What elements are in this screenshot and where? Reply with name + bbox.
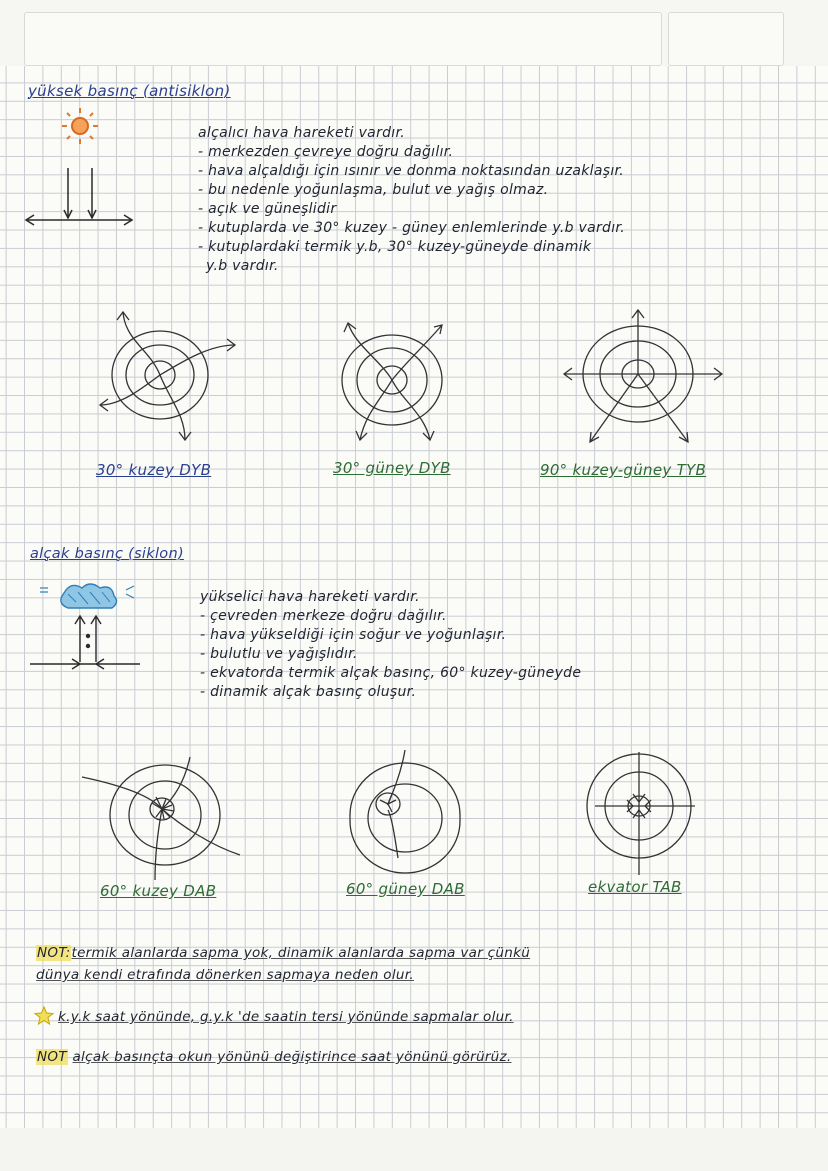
diagram-90-tyb: [560, 302, 730, 452]
note-2-line: [58, 1008, 514, 1026]
high-line-5: - açık ve güneşlidir: [198, 201, 337, 217]
sun-sketch: [20, 100, 145, 235]
high-line-2: - merkezden çevreye doğru dağılır.: [198, 144, 454, 160]
diagram-30-north-dyb: [95, 300, 255, 450]
low-line-6: - dinamik alçak basınç oluşur.: [200, 684, 417, 700]
high-line-6: - kutuplarda ve 30° kuzey - güney enlemlerinde y.b vardır.: [198, 220, 625, 236]
low-line-3: - hava yükseldiği için soğur ve yoğunlaşır.: [200, 627, 507, 643]
note-1-text: termik alanlarda sapma yok, dinamik alanlarda sapma var çünkü: [71, 945, 531, 961]
diagram-equator-tab: [575, 750, 720, 885]
note-1-label: NOT:: [37, 945, 71, 961]
note-1-text-2: dünya kendi etrafında dönerken sapmaya neden olur.: [36, 967, 414, 983]
note-1-line-1: [36, 944, 530, 962]
high-line-8: y.b vardır.: [206, 258, 279, 274]
diagram-30-south-dyb: [330, 305, 480, 450]
note-3-text: alçak basınçta okun yönünü değiştirince saat yönünü görürüz.: [72, 1049, 512, 1065]
low-pressure-title: alçak basınç (siklon): [30, 546, 184, 562]
header-box-left: [24, 12, 662, 66]
note-2-text: k.y.k saat yönünde, g.y.k 'de saatin tersi yönünde sapmalar olur.: [58, 1009, 514, 1025]
header-box-right: [668, 12, 784, 66]
low-line-4: - bulutlu ve yağışlıdır.: [200, 646, 358, 662]
high-line-7: - kutuplardaki termik y.b, 30° kuzey-güneyde dinamik: [198, 239, 592, 255]
sun-icon: [62, 108, 98, 144]
caption-30-north-dyb: 30° kuzey DYB: [96, 461, 212, 479]
high-line-1: alçalıcı hava hareketi vardır.: [198, 125, 406, 141]
caption-equator-tab: ekvator TAB: [588, 878, 682, 896]
caption-60-north-dab: 60° kuzey DAB: [100, 882, 217, 900]
high-line-4: - bu nedenle yoğunlaşma, bulut ve yağış olmaz.: [198, 182, 549, 198]
cloud-icon: [61, 584, 117, 608]
star-icon: [34, 1006, 54, 1026]
page-bottom-margin: [0, 1128, 828, 1171]
high-line-3: - hava alçaldığı için ısınır ve donma noktasından uzaklaşır.: [198, 163, 625, 179]
low-line-5: - ekvatorda termik alçak basınç, 60° kuzey-güneyde: [200, 665, 582, 681]
caption-30-south-dyb: 30° güney DYB: [333, 459, 451, 477]
diagram-60-north-dab: [80, 755, 250, 885]
caption-90-tyb: 90° kuzey-güney TYB: [540, 461, 707, 479]
page-header: [0, 0, 828, 66]
high-pressure-title: yüksek basınç (antisiklon): [28, 82, 231, 100]
note-3-line: [36, 1048, 512, 1066]
diagram-60-south-dab: [340, 748, 480, 888]
low-line-2: - çevreden merkeze doğru dağılır.: [200, 608, 447, 624]
note-3-label: NOT: [37, 1049, 67, 1065]
caption-60-south-dab: 60° güney DAB: [346, 880, 465, 898]
low-line-1: yükselici hava hareketi vardır.: [200, 589, 420, 605]
note-1-line-2: [36, 966, 414, 984]
cloud-sketch: [28, 580, 178, 680]
